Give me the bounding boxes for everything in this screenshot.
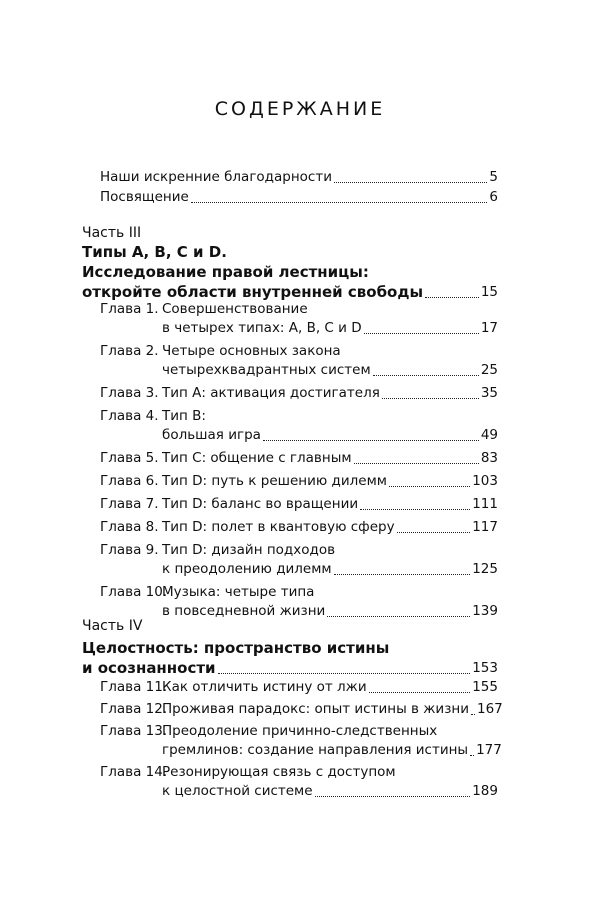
part-label: Часть III xyxy=(82,225,142,241)
dot-leader xyxy=(191,201,488,203)
dot-leader xyxy=(360,508,470,510)
chapter-title-line: Совершенствование xyxy=(162,301,308,317)
chapter-number: Глава 3. xyxy=(100,385,159,401)
chapter-title-line: Преодоление причинно-следственных xyxy=(162,723,438,739)
toc-entry-chapter[interactable] xyxy=(162,448,498,468)
chapter-title-line: Проживая парадокс: опыт истины в жизни xyxy=(162,701,469,717)
chapter-title-line: Тип D: полет в квантовую сферу xyxy=(162,519,395,535)
chapter-title-line: к целостной системе xyxy=(162,783,313,799)
dot-leader xyxy=(354,462,479,464)
chapter-number: Глава 11. xyxy=(100,679,168,695)
part-heading: Типы А, В, С и D. xyxy=(82,243,227,261)
part-heading: и осознанности xyxy=(82,659,216,677)
toc-entry-chapter[interactable] xyxy=(162,781,498,801)
chapter-number: Глава 10. xyxy=(100,584,168,600)
chapter-number: Глава 8. xyxy=(100,519,159,535)
dot-leader xyxy=(315,795,471,797)
chapter-title-line: четырехквадрантных систем xyxy=(162,362,371,378)
toc-entry-chapter[interactable] xyxy=(162,383,498,403)
toc-title: СОДЕРЖАНИЕ xyxy=(214,98,386,120)
entry-page: 111 xyxy=(472,496,498,512)
entry-page: 125 xyxy=(472,561,498,577)
dot-leader xyxy=(470,754,474,756)
part-heading: откройте области внутренней свободы xyxy=(82,283,424,301)
toc-entry-chapter[interactable] xyxy=(162,601,498,621)
toc-entry-chapter[interactable] xyxy=(162,318,498,338)
dot-leader xyxy=(373,374,479,376)
chapter-number: Глава 5. xyxy=(100,450,159,466)
chapter-number: Глава 14. xyxy=(100,764,168,780)
toc-entry-chapter[interactable] xyxy=(162,699,503,719)
toc-entry-dedication[interactable] xyxy=(100,187,498,207)
part-heading: Исследование правой лестницы: xyxy=(82,263,369,281)
entry-page: 25 xyxy=(480,362,498,378)
entry-text: Наши искренние благодарности xyxy=(100,169,332,185)
entry-page: 15 xyxy=(480,284,498,300)
chapter-number: Глава 2. xyxy=(100,343,159,359)
chapter-title-line: Четыре основных закона xyxy=(162,343,341,359)
chapter-number: Глава 13. xyxy=(100,723,168,739)
toc-entry-chapter[interactable] xyxy=(162,677,498,697)
chapter-number: Глава 7. xyxy=(100,496,159,512)
dot-leader xyxy=(397,531,471,533)
chapter-title-line: Резонирующая связь с доступом xyxy=(162,764,396,780)
part-label: Часть IV xyxy=(82,618,143,634)
toc-entry-chapter[interactable] xyxy=(162,360,498,380)
chapter-title-line: большая игра xyxy=(162,427,261,443)
entry-page: 83 xyxy=(480,450,498,466)
entry-page: 177 xyxy=(476,742,502,758)
chapter-title-line: Как отличить истину от лжи xyxy=(162,679,367,695)
entry-page: 153 xyxy=(472,660,498,676)
dot-leader xyxy=(218,672,471,674)
dot-leader xyxy=(425,296,479,298)
chapter-title-line: к преодолению дилемм xyxy=(162,561,332,577)
entry-page: 5 xyxy=(489,169,498,185)
toc-entry-chapter[interactable] xyxy=(162,425,498,445)
entry-page: 6 xyxy=(489,189,498,205)
entry-page: 167 xyxy=(476,701,503,717)
dot-leader xyxy=(382,397,479,399)
chapter-title-line: Тип D: баланс во вращении xyxy=(162,496,359,512)
dot-leader xyxy=(389,485,470,487)
entry-page: 139 xyxy=(472,603,498,619)
chapter-title-line: Тип D: путь к решению дилемм xyxy=(162,473,387,489)
chapter-number: Глава 9. xyxy=(100,542,159,558)
toc-entry-part-4[interactable] xyxy=(82,658,498,678)
chapter-title-line: Тип А: активация достигателя xyxy=(162,385,380,401)
entry-page: 103 xyxy=(472,473,498,489)
entry-page: 155 xyxy=(472,679,498,695)
toc-entry-chapter[interactable] xyxy=(162,559,498,579)
dot-leader xyxy=(334,181,487,183)
chapter-number: Глава 12. xyxy=(100,701,168,717)
toc-entry-acknowledgements[interactable] xyxy=(100,167,498,187)
chapter-number: Глава 1. xyxy=(100,301,159,317)
dot-leader xyxy=(364,332,479,334)
toc-entry-chapter[interactable] xyxy=(162,494,498,514)
chapter-title-line: Тип D: дизайн подходов xyxy=(162,542,336,558)
dot-leader xyxy=(471,713,475,715)
chapter-number: Глава 4. xyxy=(100,408,159,424)
entry-page: 117 xyxy=(472,519,498,535)
part-heading: Целостность: пространство истины xyxy=(82,639,390,657)
dot-leader xyxy=(263,439,479,441)
chapter-title-line: в повседневной жизни xyxy=(162,603,326,619)
toc-entry-chapter[interactable] xyxy=(162,517,498,537)
chapter-title-line: гремлинов: создание направления истины xyxy=(162,742,469,758)
toc-entry-chapter[interactable] xyxy=(162,740,502,760)
entry-page: 49 xyxy=(480,427,498,443)
toc-entry-chapter[interactable] xyxy=(162,471,498,491)
dot-leader xyxy=(369,691,471,693)
entry-page: 189 xyxy=(472,783,498,799)
dot-leader xyxy=(327,615,470,617)
chapter-number: Глава 6. xyxy=(100,473,159,489)
chapter-title-line: Тип С: общение с главным xyxy=(162,450,352,466)
chapter-title-line: Тип В: xyxy=(162,408,206,424)
chapter-title-line: в четырех типах: А, В, С и D xyxy=(162,320,362,336)
entry-text: Посвящение xyxy=(100,189,189,205)
chapter-title-line: Музыка: четыре типа xyxy=(162,584,315,600)
entry-page: 35 xyxy=(480,385,498,401)
dot-leader xyxy=(334,573,471,575)
entry-page: 17 xyxy=(480,320,498,336)
